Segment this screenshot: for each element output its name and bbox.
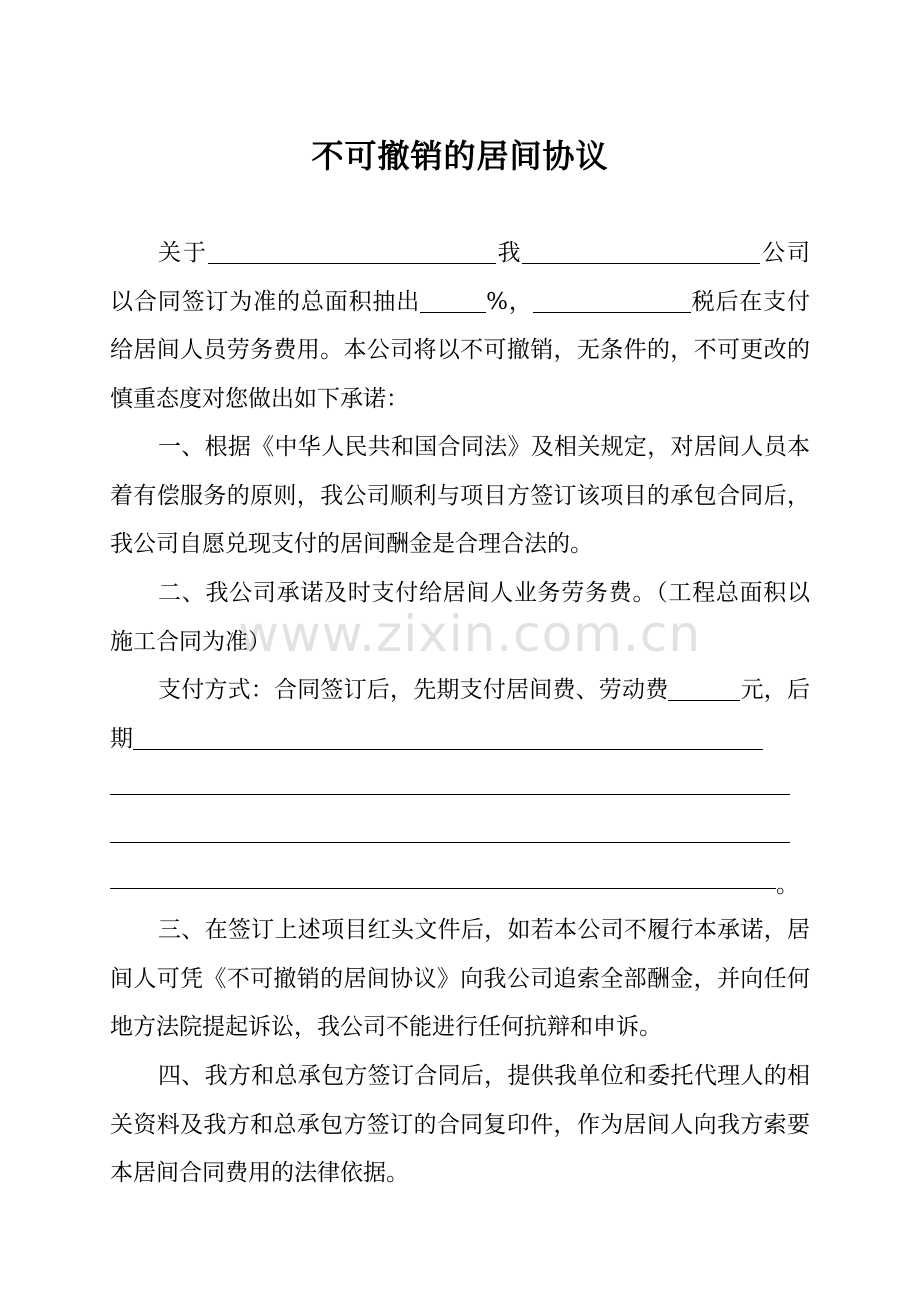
percent-blank[interactable] bbox=[420, 286, 486, 313]
project-name-blank[interactable] bbox=[208, 237, 496, 264]
company-name-blank[interactable] bbox=[522, 237, 760, 264]
advance-amount-blank[interactable] bbox=[668, 674, 740, 701]
intro-text-3: 公司以合同签订为准的总面积抽出 bbox=[110, 240, 811, 315]
clause-1: 一、根据《中华人民共和国合同法》及相关规定，对居间人员本着有偿服务的原则，我公司顺利与项目方签订该项目的承包合同后，我公司自愿兑现支付的居间酬金是合理合法的。 bbox=[110, 434, 810, 557]
clause-4: 四、我方和总承包方签订合同后，提供我单位和委托代理人的相关资料及我方和总承包方签订的合同复印件，作为居间人向我方索要本居间合同费用的法律依据。 bbox=[110, 1063, 810, 1186]
intro-text-5: 税后在支付给居间人员劳务费用。本公司将以不可撤销，无条件的，不可更改的慎重态度对您做出如下承诺： bbox=[110, 288, 811, 412]
document-title: 不可撤销的居间协议 bbox=[311, 137, 609, 175]
intro-paragraph bbox=[110, 229, 810, 423]
payment-text-1: 支付方式：合同签订后，先期支付居间费、劳动费 bbox=[158, 677, 669, 703]
clause-3: 三、在签订上述项目红头文件后，如若本公司不履行本承诺，居间人可凭《不可撤销的居间协议》向我公司追索全部酬金，并向任何地方法院提起诉讼，我公司不能进行任何抗辩和申诉。 bbox=[110, 917, 810, 1040]
payment-paragraph bbox=[110, 666, 810, 763]
later-payment-line-4[interactable] bbox=[110, 888, 776, 889]
clause-2: 二、我公司承诺及时支付给居间人业务劳务费。（工程总面积以施工合同为准） bbox=[110, 580, 810, 655]
intro-text-4: %， bbox=[486, 288, 533, 315]
intro-text-2: 我 bbox=[495, 240, 523, 266]
payment-text-3: 后期 bbox=[110, 677, 811, 752]
later-payment-line-3[interactable] bbox=[110, 842, 790, 843]
later-payment-blank[interactable] bbox=[133, 723, 763, 750]
payment-end-period: 。 bbox=[776, 872, 799, 898]
later-payment-line-2[interactable] bbox=[110, 794, 790, 795]
payment-text-2: 元， bbox=[740, 677, 788, 703]
tax-blank[interactable] bbox=[533, 286, 691, 313]
watermark: www.zixin.com.cn bbox=[238, 605, 702, 663]
intro-text-1: 关于 bbox=[158, 240, 208, 266]
